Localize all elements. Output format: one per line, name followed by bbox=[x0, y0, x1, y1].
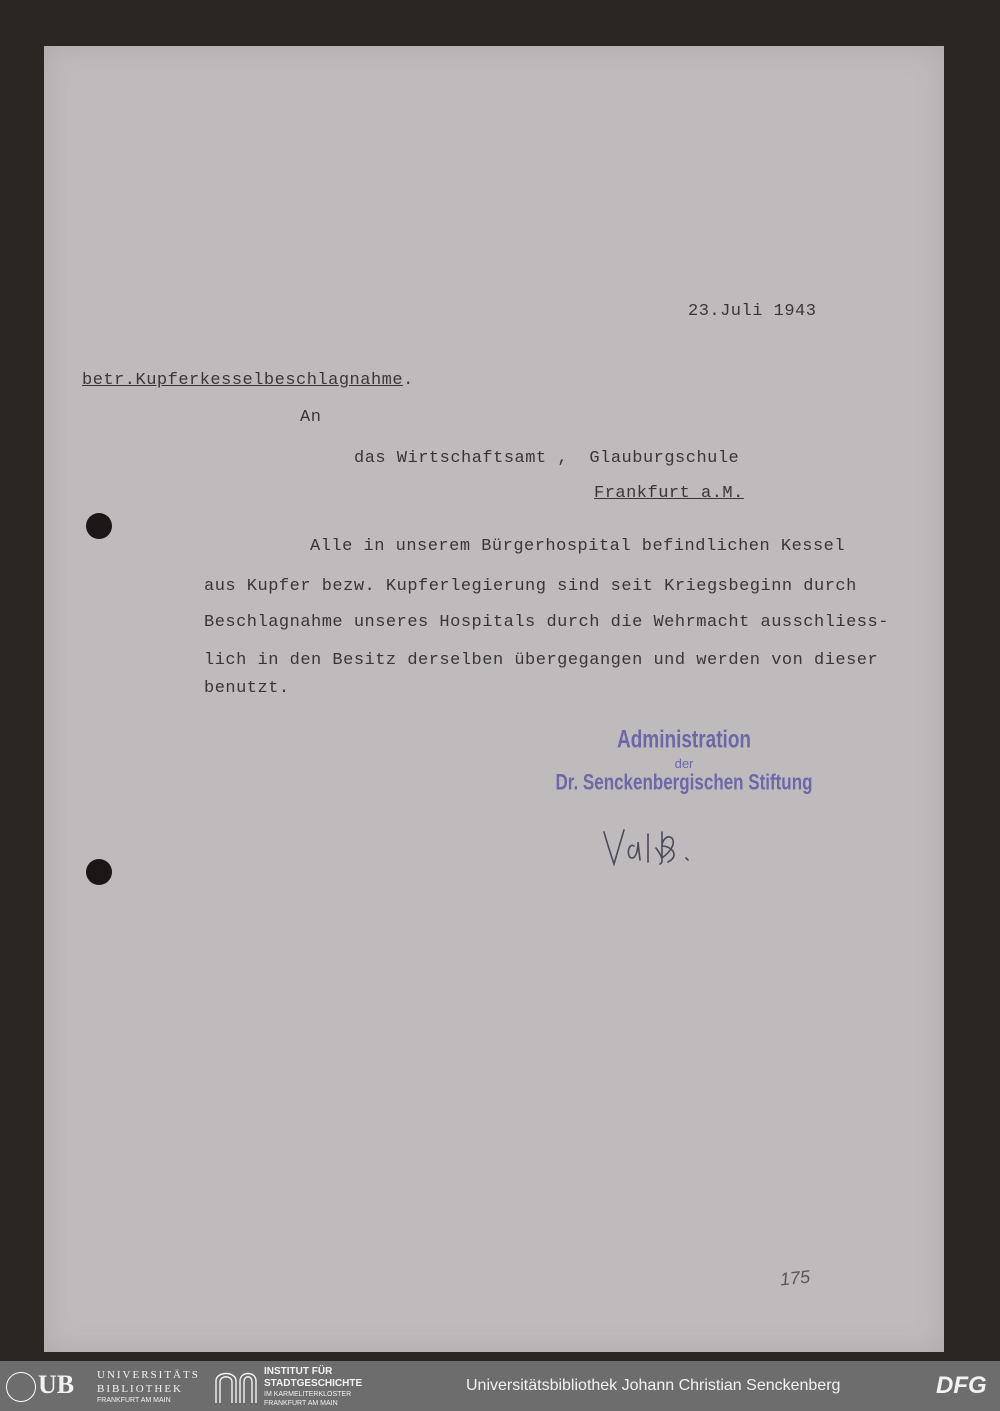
punch-hole bbox=[86, 513, 112, 539]
ub-seal-icon bbox=[6, 1372, 36, 1402]
dfg-logo: DFG bbox=[936, 1372, 987, 1399]
body-line: lich in den Besitz derselben übergegangen und werden von dieser bbox=[204, 651, 879, 670]
isg-line2: STADTGESCHICHTE bbox=[264, 1378, 363, 1389]
ub-logo-letters: UB bbox=[38, 1370, 75, 1399]
isg-line3: IM KARMELITERKLOSTER bbox=[264, 1391, 352, 1398]
body-line: Beschlagnahme unseres Hospitals durch die Wehrmacht ausschliess- bbox=[204, 613, 889, 632]
letter-subject-line bbox=[82, 371, 414, 390]
ub-line1: UNIVERSITÄTS bbox=[97, 1369, 200, 1381]
isg-building-icon bbox=[214, 1369, 258, 1403]
isg-line4: FRANKFURT AM MAIN bbox=[264, 1400, 338, 1407]
recipient-city: Frankfurt a.M. bbox=[594, 484, 744, 503]
body-line: aus Kupfer bezw. Kupferlegierung sind seit Kriegsbeginn durch bbox=[204, 577, 857, 596]
punch-hole bbox=[86, 859, 112, 885]
body-line: benutzt. bbox=[204, 679, 290, 698]
ub-line3: FRANKFURT AM MAIN bbox=[97, 1397, 171, 1404]
handwritten-signature bbox=[600, 824, 730, 874]
page-number: 175 bbox=[778, 1266, 811, 1290]
isg-line1: INSTITUT FÜR bbox=[264, 1366, 333, 1377]
recipient: das Wirtschaftsamt , Glauburgschule bbox=[354, 449, 740, 468]
ub-line2: BIBLIOTHEK bbox=[97, 1383, 183, 1395]
letter-subject: betr.Kupferkesselbeschlagnahme bbox=[82, 371, 404, 390]
institution-stamp: Administration der Dr. Senckenbergischen Stiftung bbox=[555, 726, 813, 795]
library-name: Universitätsbibliothek Johann Christian Senckenberg bbox=[466, 1377, 841, 1394]
letter-subject-end: . bbox=[403, 371, 414, 390]
document-page bbox=[44, 46, 944, 1352]
letter-date: 23.Juli 1943 bbox=[688, 302, 817, 321]
salutation: An bbox=[300, 408, 322, 427]
footer-bar bbox=[0, 1361, 1000, 1411]
body-line: Alle in unserem Bürgerhospital befindlichen Kessel bbox=[310, 537, 846, 556]
